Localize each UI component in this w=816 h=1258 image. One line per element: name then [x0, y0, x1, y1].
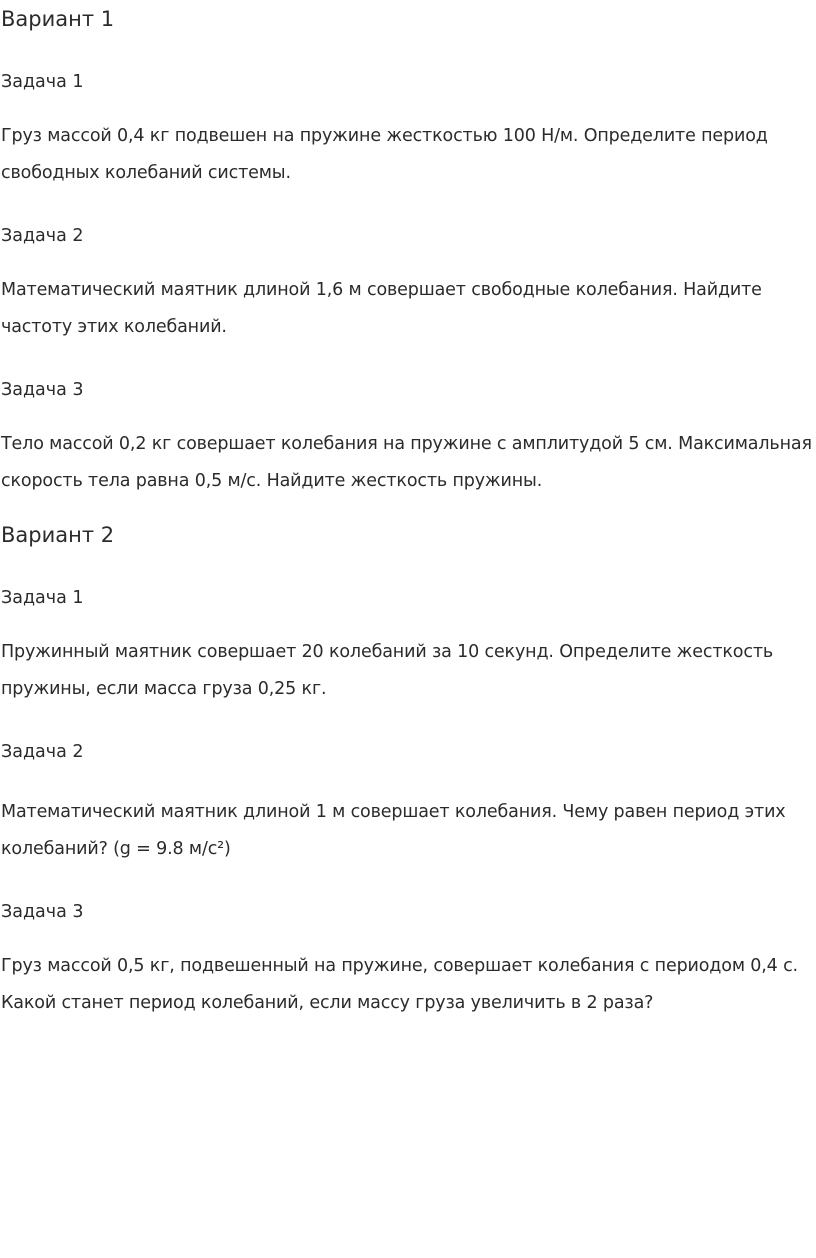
variant-2-task-3-title: Задача 3 — [1, 902, 84, 922]
variant-2-task-3-text: Груз массой 0,5 кг, подвешенный на пружине, совершает колебания с периодом 0,4 с. Какой станет период колебаний, если массу груза увеличить в 2 раза? — [1, 956, 798, 1013]
variant-2-title: Вариант 2 — [1, 523, 115, 547]
variant-2-task-2-text: Математический маятник длиной 1 м совершает колебания. Чему равен период этих колебаний? (g = 9.8 м/с²) — [1, 802, 786, 859]
variant-1-task-3-text: Тело массой 0,2 кг совершает колебания на пружине с амплитудой 5 см. Максимальная скорость тела равна 0,5 м/с. Найдите жесткость пружины. — [1, 434, 812, 491]
variant-2-task-1-text: Пружинный маятник совершает 20 колебаний за 10 секунд. Определите жесткость пружины, если масса груза 0,25 кг. — [1, 642, 774, 699]
variant-1-task-2-text: Математический маятник длиной 1,6 м совершает свободные колебания. Найдите частоту этих колебаний. — [1, 280, 762, 337]
variant-1-task-1-title: Задача 1 — [1, 72, 84, 92]
variant-2-task-2-title: Задача 2 — [1, 742, 84, 762]
variant-1-task-1-text: Груз массой 0,4 кг подвешен на пружине жесткостью 100 Н/м. Определите период свободных колебаний системы. — [1, 126, 768, 183]
variant-1-task-3-title: Задача 3 — [1, 380, 84, 400]
variant-2-task-1-title: Задача 1 — [1, 588, 84, 608]
variant-1-title: Вариант 1 — [1, 7, 115, 31]
variant-1-task-2-title: Задача 2 — [1, 226, 84, 246]
